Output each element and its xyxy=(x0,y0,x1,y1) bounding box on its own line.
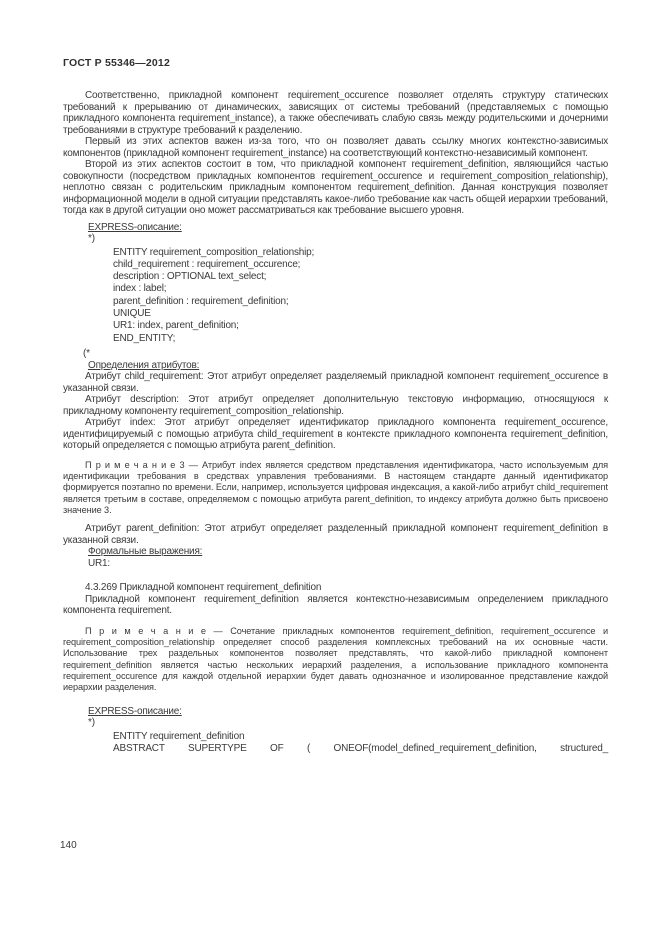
page-content xyxy=(63,57,608,757)
code-close-marker-1: (* xyxy=(83,347,90,359)
code-line: END_ENTITY; xyxy=(113,332,176,344)
attr-child-requirement: Атрибут child_requirement: Этот атрибут определяет разделяемый прикладной компонент requirement_occurence в указанной связи. xyxy=(63,371,608,394)
page-number: 140 xyxy=(60,840,77,851)
running-header: ГОСТ Р 55346—2012 xyxy=(63,57,171,69)
code-line: UR1: index, parent_definition; xyxy=(113,320,239,332)
code-line: index : label; xyxy=(113,283,167,295)
formal-expressions-value: UR1: xyxy=(88,557,110,569)
paragraph-intro-1: Соответственно, прикладной компонент requirement_occurence позволяет отделять структуру статических требований к прерыванию от динамических, зависящих от системы требований (представляемых с помощью прикладного компонента requirement_instance), а также обеспечивать слабую связь между родительскими и дочерними требованиями в структуре требований к разделению. xyxy=(63,90,608,136)
express-code-block-2 xyxy=(63,731,608,756)
attr-index: Атрибут index: Этот атрибут определяет идентификатор прикладного компонента requirement_occurence, идентифицируемый с помощью атрибута child_requirement в контексте прикладного компонента requirement_definition, который определяется с помощью атрибута parent_definition. xyxy=(63,417,608,452)
code-line: UNIQUE xyxy=(113,307,151,319)
code-line: child_requirement : requirement_occurence; xyxy=(113,258,301,270)
note-3: П р и м е ч а н и е 3 — Атрибут index является средством представления идентификатора, часто используемым для идентификации требования в средствах управления требованиями. В настоящем стандарте данный идентификатор формируется поэтапно по времени. Если, например, используется цифровая индексация, а какой-либо атрибут child_requirement является третьим в составе, определяемом с помощью атрибута parent_definition, то индексу атрибута должно быть присвоено значение 3. xyxy=(63,459,608,516)
code-line: ABSTRACT SUPERTYPE OF ( ONEOF(model_defined_requirement_definition, structured_ xyxy=(113,742,608,754)
code-open-marker-2: *) xyxy=(88,717,95,729)
formal-expressions-heading: Формальные выражения: xyxy=(88,546,203,558)
code-line: description : OPTIONAL text_select; xyxy=(113,271,267,283)
paragraph-intro-3: Второй из этих аспектов состоит в том, что прикладной компонент requirement_definition, являющийся частью совокупности (посредством прикладных компонентов requirement_occurence и requirement_composition_relationship), неплотно связан с родительским прикладным компонентом requirement_definition. Данная конструкция позволяет информационной модели в одной ситуации представлять какое-либо требование как часть общей иерархии требований, тогда как в другой ситуации оно может рассматриваться как требование высшего уровня. xyxy=(63,159,608,216)
code-line: ENTITY requirement_definition xyxy=(113,730,245,742)
attribute-definitions-heading: Определения атрибутов: xyxy=(88,359,200,371)
paragraph-intro-2: Первый из этих аспектов важен из-за того, что он позволяет давать ссылку многих контекстно-зависимых компонентов (прикладной компонент requirement_instance) на соответствующий контекстно-независимый компонент. xyxy=(63,136,608,159)
note-plain: П р и м е ч а н и е — Сочетание прикладных компонентов requirement_definition, requirement_occurence и requirement_composition_relationship определяет способ разделения комплексных требований на их основные части. Использование трех раздельных компонентов позволяет представлять, что какой-либо прикладной компонент requirement_definition является частью нескольких иерархий разделения, а использование прикладного компонента requirement_occurence для каждой отдельной иерархии будет давать однозначное и изолированное представление каждой иерархии разделения. xyxy=(63,625,608,693)
section-paragraph: Прикладной компонент requirement_definition является контекстно-независимым определением прикладного компонента requirement. xyxy=(63,593,608,617)
express-heading-1: EXPRESS-описание: xyxy=(88,221,182,233)
express-heading-2: EXPRESS-описание: xyxy=(88,705,182,717)
express-code-block-1 xyxy=(63,247,608,345)
attr-description: Атрибут description: Этот атрибут определяет дополнительную текстовую информацию, относящуюся к прикладному компоненту requirement_composition_relationship. xyxy=(63,394,608,417)
code-line: parent_definition : requirement_definition; xyxy=(113,295,289,307)
code-line: ENTITY requirement_composition_relationship; xyxy=(113,246,315,258)
code-open-marker-1: *) xyxy=(88,233,95,244)
section-heading-4-3-269: 4.3.269 Прикладной компонент requirement_definition xyxy=(85,582,322,594)
attr-parent-definition: Атрибут parent_definition: Этот атрибут определяет разделенный прикладной компонент requirement_definition в указанной связи. xyxy=(63,523,608,546)
